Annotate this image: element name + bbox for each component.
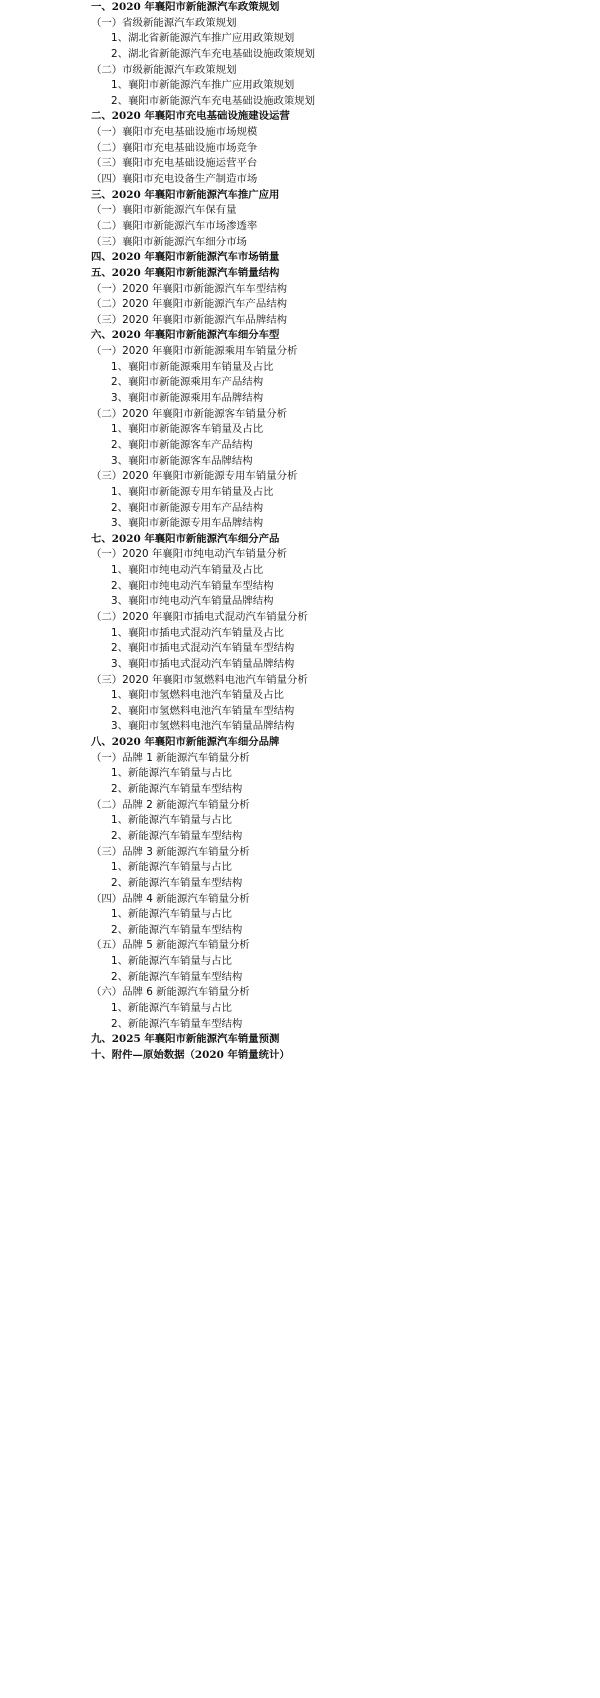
toc-subsection-item: 2、新能源汽车销量车型结构 xyxy=(111,923,243,936)
toc-section-item: （三）襄阳市充电基础设施运营平台 xyxy=(91,157,258,170)
toc-subsection-item: 2、湖北省新能源汽车充电基础设施政策规划 xyxy=(111,47,316,60)
toc-subsection-item: 1、襄阳市新能源乘用车销量及占比 xyxy=(111,360,274,373)
toc-section-item: （二）2020 年襄阳市新能源客车销量分析 xyxy=(91,407,287,420)
toc-subsection-item: 1、襄阳市新能源汽车推广应用政策规划 xyxy=(111,79,295,92)
toc-section-item: （二）市级新能源汽车政策规划 xyxy=(91,63,237,76)
toc-subsection-item: 3、襄阳市氢燃料电池汽车销量品牌结构 xyxy=(111,720,295,733)
toc-subsection-item: 2、襄阳市新能源客车产品结构 xyxy=(111,438,253,451)
toc-section-item: （一）2020 年襄阳市新能源汽车车型结构 xyxy=(91,282,287,295)
toc-subsection-item: 1、新能源汽车销量与占比 xyxy=(111,1002,232,1014)
toc-subsection-item: 2、新能源汽车销量车型结构 xyxy=(111,783,243,796)
toc-subsection-item: 2、襄阳市纯电动汽车销量车型结构 xyxy=(111,579,274,592)
toc-subsection-item: 2、襄阳市新能源汽车充电基础设施政策规划 xyxy=(111,94,316,107)
toc-section-item: （二）品牌 2 新能源汽车销量分析 xyxy=(91,798,250,811)
toc-section-item: （一）襄阳市新能源汽车保有量 xyxy=(91,204,237,217)
toc-subsection-item: 1、新能源汽车销量与占比 xyxy=(111,955,232,968)
toc-section-item: （一）品牌 1 新能源汽车销量分析 xyxy=(91,751,250,764)
toc-section-item: （二）2020 年襄阳市新能源汽车产品结构 xyxy=(91,298,287,311)
toc-subsection-item: 3、襄阳市纯电动汽车销量品牌结构 xyxy=(111,595,274,608)
toc-chapter-heading: 九、2025 年襄阳市新能源汽车销量预测 xyxy=(91,1033,280,1046)
toc-subsection-item: 1、湖北省新能源汽车推广应用政策规划 xyxy=(111,32,295,45)
toc-chapter-heading: 二、2020 年襄阳市充电基础设施建设运营 xyxy=(91,110,290,123)
toc-chapter-heading: 一、2020 年襄阳市新能源汽车政策规划 xyxy=(91,1,280,13)
toc-section-item: （二）襄阳市充电基础设施市场竞争 xyxy=(91,141,258,154)
toc-subsection-item: 2、襄阳市新能源乘用车产品结构 xyxy=(111,376,264,389)
toc-section-item: （三）2020 年襄阳市新能源专用车销量分析 xyxy=(91,470,298,483)
toc-subsection-item: 2、新能源汽车销量车型结构 xyxy=(111,970,243,983)
toc-subsection-item: 1、襄阳市纯电动汽车销量及占比 xyxy=(111,564,264,577)
toc-section-item: （一）2020 年襄阳市纯电动汽车销量分析 xyxy=(91,548,287,561)
toc-subsection-item: 1、新能源汽车销量与占比 xyxy=(111,861,232,874)
toc-section-item: （二）襄阳市新能源汽车市场渗透率 xyxy=(91,219,258,232)
toc-section-item: （三）2020 年襄阳市氢燃料电池汽车销量分析 xyxy=(91,673,308,686)
toc-section-item: （一）省级新能源汽车政策规划 xyxy=(91,16,237,29)
toc-section-item: （一）2020 年襄阳市新能源乘用车销量分析 xyxy=(91,345,298,358)
toc-subsection-item: 2、新能源汽车销量车型结构 xyxy=(111,876,243,889)
toc-chapter-heading: 十、附件—原始数据（2020 年销量统计） xyxy=(91,1048,290,1061)
toc-subsection-item: 1、新能源汽车销量与占比 xyxy=(111,814,232,827)
toc-subsection-item: 2、襄阳市新能源专用车产品结构 xyxy=(111,501,264,514)
toc-subsection-item: 3、襄阳市插电式混动汽车销量品牌结构 xyxy=(111,657,295,670)
toc-subsection-item: 1、新能源汽车销量与占比 xyxy=(111,908,232,921)
toc-section-item: （四）襄阳市充电设备生产制造市场 xyxy=(91,173,258,186)
toc-section-item: （三）2020 年襄阳市新能源汽车品牌结构 xyxy=(91,313,287,326)
toc-section-item: （二）2020 年襄阳市插电式混动汽车销量分析 xyxy=(91,610,308,623)
table-of-contents xyxy=(91,0,591,1064)
toc-subsection-item: 1、襄阳市氢燃料电池汽车销量及占比 xyxy=(111,689,284,702)
toc-chapter-heading: 五、2020 年襄阳市新能源汽车销量结构 xyxy=(91,266,280,279)
toc-section-item: （五）品牌 5 新能源汽车销量分析 xyxy=(91,939,250,952)
toc-section-item: （三）襄阳市新能源汽车细分市场 xyxy=(91,235,247,248)
toc-chapter-heading: 四、2020 年襄阳市新能源汽车市场销量 xyxy=(91,251,280,264)
toc-subsection-item: 2、新能源汽车销量车型结构 xyxy=(111,829,243,842)
toc-subsection-item: 2、襄阳市插电式混动汽车销量车型结构 xyxy=(111,642,295,655)
toc-subsection-item: 3、襄阳市新能源乘用车品牌结构 xyxy=(111,392,264,405)
toc-section-item: （四）品牌 4 新能源汽车销量分析 xyxy=(91,892,250,905)
toc-subsection-item: 3、襄阳市新能源专用车品牌结构 xyxy=(111,517,264,530)
toc-chapter-heading: 三、2020 年襄阳市新能源汽车推广应用 xyxy=(91,188,280,201)
toc-chapter-heading: 六、2020 年襄阳市新能源汽车细分车型 xyxy=(91,329,280,342)
toc-subsection-item: 1、襄阳市插电式混动汽车销量及占比 xyxy=(111,626,284,639)
toc-subsection-item: 2、襄阳市氢燃料电池汽车销量车型结构 xyxy=(111,704,295,717)
toc-section-item: （六）品牌 6 新能源汽车销量分析 xyxy=(91,986,250,999)
toc-subsection-item: 3、襄阳市新能源客车品牌结构 xyxy=(111,454,253,467)
toc-subsection-item: 1、襄阳市新能源客车销量及占比 xyxy=(111,423,264,436)
toc-chapter-heading: 八、2020 年襄阳市新能源汽车细分品牌 xyxy=(91,736,280,749)
toc-section-item: （一）襄阳市充电基础设施市场规模 xyxy=(91,126,258,139)
toc-section-item: （三）品牌 3 新能源汽车销量分析 xyxy=(91,845,250,858)
toc-subsection-item: 1、新能源汽车销量与占比 xyxy=(111,767,232,780)
toc-subsection-item: 1、襄阳市新能源专用车销量及占比 xyxy=(111,485,274,498)
toc-chapter-heading: 七、2020 年襄阳市新能源汽车细分产品 xyxy=(91,532,280,545)
toc-subsection-item: 2、新能源汽车销量车型结构 xyxy=(111,1017,243,1030)
